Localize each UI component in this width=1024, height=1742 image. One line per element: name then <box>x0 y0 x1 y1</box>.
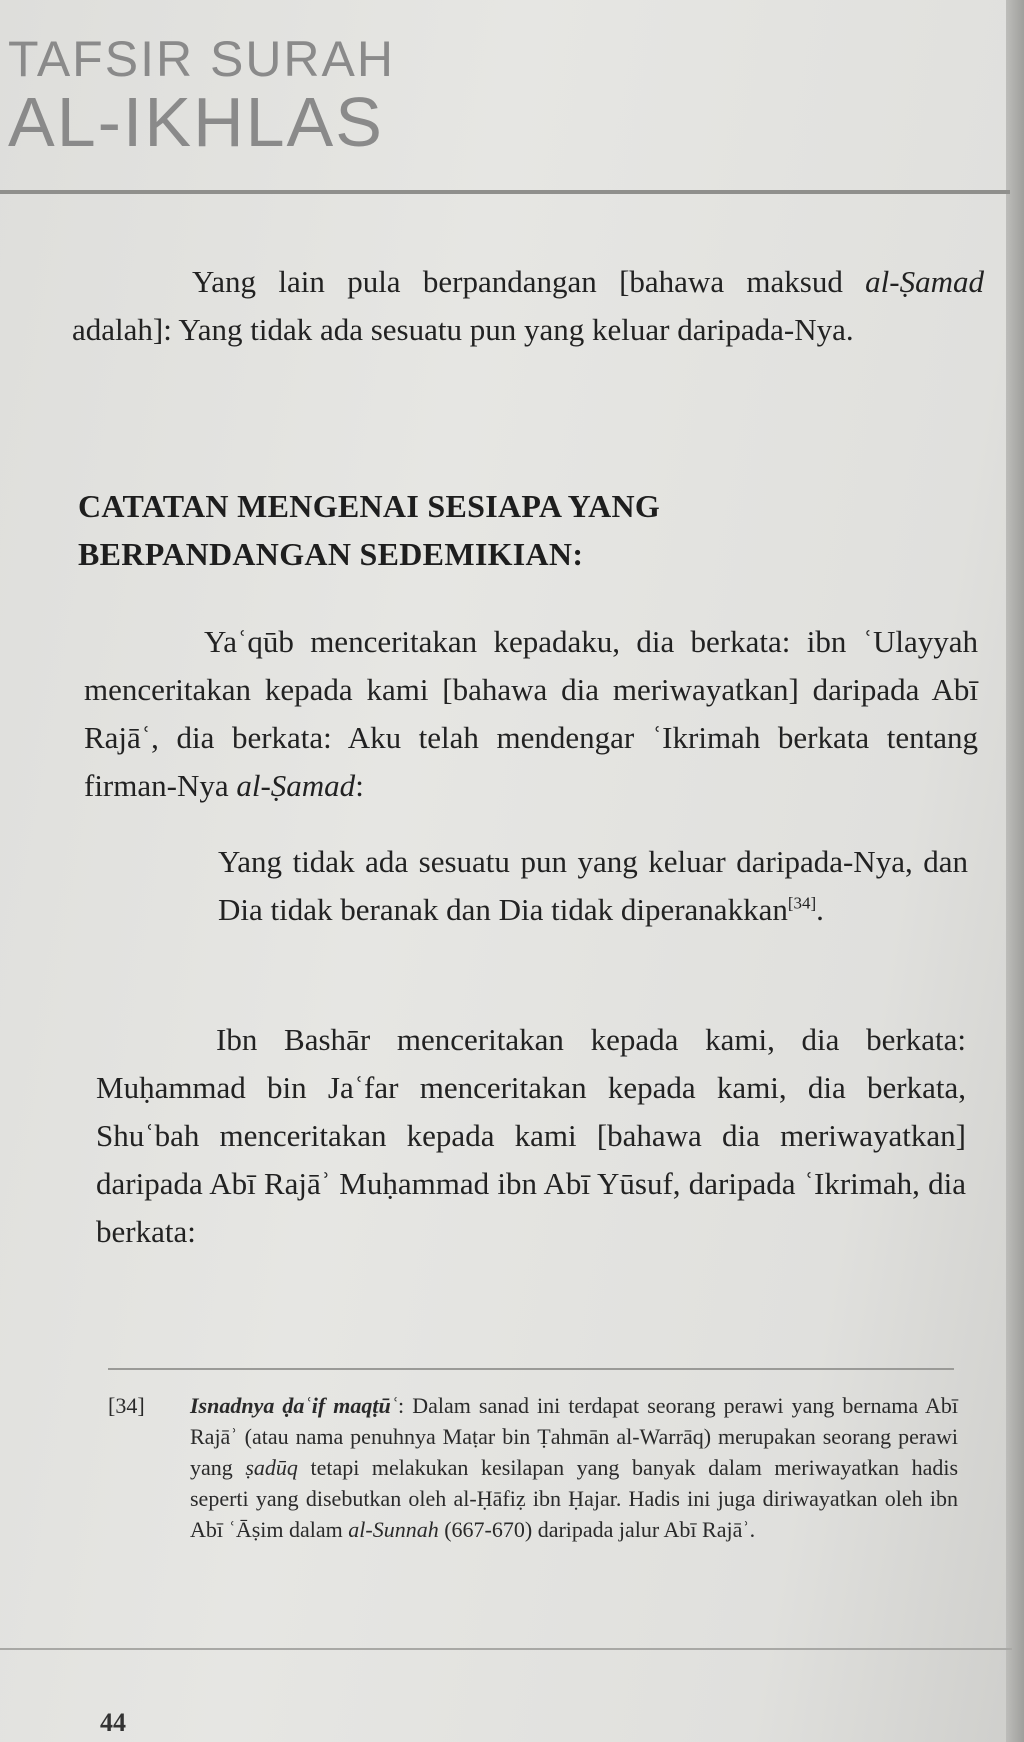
header-title-line2: AL-IKHLAS <box>8 83 384 161</box>
header-divider <box>0 190 1010 194</box>
quote-end: . <box>816 892 824 927</box>
block-quote <box>218 838 968 934</box>
page-number: 44 <box>100 1708 126 1737</box>
footnote-text <box>190 1390 958 1545</box>
footnote-text-c: (667-670) daripada jalur Abī Rajāʾ. <box>438 1517 756 1542</box>
footnote-reference: [34] <box>787 893 817 913</box>
paragraph-1 <box>72 258 984 354</box>
footnote-italic-b: al-Sunnah <box>348 1517 439 1542</box>
footnote-bold <box>190 1393 398 1418</box>
bottom-divider <box>0 1648 1012 1650</box>
paragraph-2 <box>84 618 978 810</box>
running-header <box>0 30 1024 200</box>
footnote-text-a: : Dalam sanad ini terdapat seorang perawi yang bernama Abī Rajāʾ (atau nama penuhnya Maṭar bin Ṭahmān al-Warrāq) merupakan seorang perawi yang <box>190 1393 958 1480</box>
footnote-text-b: tetapi melakukan kesilapan yang banyak dalam meriwayatkan hadis seperti yang disebutkan oleh al-Ḥāfiẓ ibn Ḥajar. Hadis ini juga diriwayatkan oleh ibn Abī ʿĀṣim dalam <box>190 1455 959 1542</box>
paragraph-2-text-a: Yaʿqūb menceritakan kepadaku, dia berkata: ibn ʿUlayyah menceritakan kepada kami [bahawa dia meriwayatkan] daripada Abī Rajāʿ, dia berkata: Aku telah mendengar ʿIkrimah berkata tentang firman-Nya <box>84 624 978 803</box>
section-heading: CATATAN MENGENAI SESIAPA YANG BERPANDANGAN SEDEMIKIAN: <box>78 488 661 572</box>
footnote-italic-a: ṣadūq <box>245 1455 298 1480</box>
paragraph-2-italic: al-Ṣamad <box>236 768 356 803</box>
paragraph-2-text-b: : <box>355 768 364 803</box>
paragraph-1-italic: al-Ṣamad <box>865 264 984 299</box>
paragraph-3: Ibn Bashār menceritakan kepada kami, dia berkata: Muḥammad bin Jaʿfar menceritakan kepada kami, dia berkata, Shuʿbah menceritakan kepada kami [bahawa dia meriwayatkan] daripada Abī Rajāʾ Muḥammad ibn Abī Yūsuf, daripada ʿIkrimah, dia berkata: <box>96 1022 966 1249</box>
page-edge-shadow <box>1006 0 1024 1742</box>
footnote-marker: [34] <box>108 1393 145 1418</box>
footnote-bold-italic: Isnadnya ḍaʿif maqṭūʿ <box>190 1393 399 1418</box>
paragraph-1-text-a: Yang lain pula berpandangan [bahawa maksud <box>192 264 866 299</box>
paragraph-1-text-b: adalah]: Yang tidak ada sesuatu pun yang keluar daripada-Nya. <box>72 312 854 347</box>
header-title-line1: TAFSIR SURAH <box>8 31 395 87</box>
quote-text: Yang tidak ada sesuatu pun yang keluar daripada-Nya, dan Dia tidak beranak dan Dia tidak diperanakkan <box>218 844 968 927</box>
footnote-divider <box>108 1368 954 1370</box>
